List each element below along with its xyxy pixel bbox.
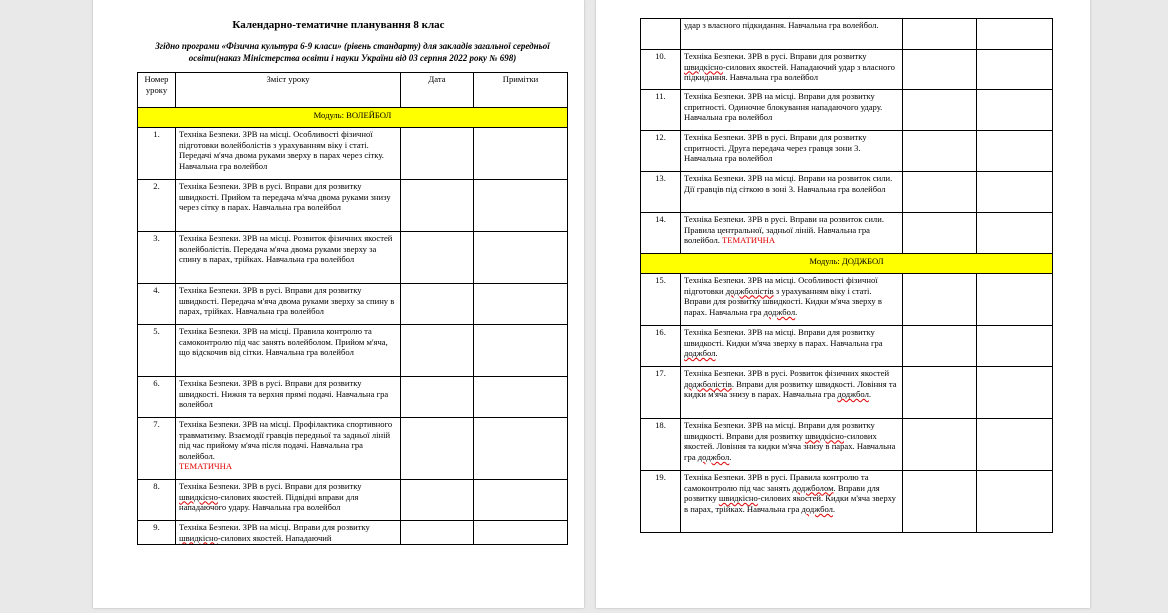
spellcheck-word: швидкісно [684,61,723,72]
table-row [641,19,1053,50]
lesson-date [401,521,474,545]
lesson-number: 13. [641,172,681,213]
lesson-text: . Вправи для розвитку [684,482,880,504]
lesson-notes [977,367,1053,419]
lesson-content [681,274,903,326]
lesson-content [681,50,903,90]
lesson-content [681,213,903,254]
table-row [641,367,1053,419]
lesson-text: Техніка Безпеки. ЗРВ на місці. Профілактика спортивного травматизму. Взаємодії гравців передньої та задньої ліній під час прийому м'яча після подачі. Навчальна гра волейбол. [179,419,393,461]
lesson-text: -силових якостей. Нападаючий [217,532,332,543]
lesson-date [401,325,474,377]
lesson-date [903,19,977,50]
header-notes: Примітки [474,73,568,108]
spellcheck-word: доджболістів [684,378,732,389]
lesson-number: 11. [641,90,681,131]
header-date: Дата [401,73,474,108]
lesson-text: Техніка Безпеки. ЗРВ на місці. Вправи для розвитку швидкості. Кидки м'яча зверху в парах. Навчальна гра [684,327,883,348]
lesson-text: Техніка Безпеки. ЗРВ на місці. Особливості фізичної підготовки [684,275,878,296]
lesson-text: Техніка Безпеки. ЗРВ в русі. Правила контролю та самоконтролю під час занять [684,472,869,493]
module-row-dodgeball [641,254,1053,274]
table-row [138,284,568,325]
module-dodgeball-label: Модуль: ДОДЖБОЛ [641,254,1053,274]
lesson-number: 17. [641,367,681,419]
spellcheck-word: доджбол [837,389,869,400]
lesson-notes [474,377,568,418]
lesson-number: 9. [138,521,176,545]
lesson-number: 16. [641,326,681,367]
lesson-content [681,471,903,533]
table-row [138,180,568,232]
lesson-content: Техніка Безпеки. ЗРВ в русі. Вправи для розвитку швидкості. Прийом та передача м'яча двома руками знизу через сітку в парах. Навчальна гра волейбол [176,180,401,232]
spellcheck-word: доджболістів [725,285,774,296]
thematic-label: ТЕМАТИЧНА [179,461,233,472]
lesson-number: 2. [138,180,176,232]
lesson-text: Техніка Безпеки. ЗРВ в русі. Вправи для розвитку [179,481,362,491]
module-row-volleyball [138,108,568,128]
lesson-number: 18. [641,419,681,471]
header-content: Зміст уроку [176,73,401,108]
lesson-number: 6. [138,377,176,418]
table-row [138,377,568,418]
lesson-plan-table [137,72,568,545]
lesson-notes [977,131,1053,172]
lesson-content: Техніка Безпеки. ЗРВ на місці. Розвиток фізичних якостей волейболістів. Передача м'яча двома руками зверху за спину в парах, трійках. Навчальна гра волейбол [176,232,401,284]
table-row [641,419,1053,471]
lesson-date [903,274,977,326]
lesson-date [401,284,474,325]
spellcheck-word: доджбол [684,348,716,359]
lesson-notes [977,90,1053,131]
lesson-number: 19. [641,471,681,533]
lesson-text: -силових якостей. Ловіння та кидки м'яча знизу в парах. Навчальна гра [684,430,896,462]
lesson-notes [977,19,1053,50]
table-row [641,50,1053,90]
lesson-date [903,90,977,131]
lesson-notes [474,325,568,377]
table-row [138,521,568,545]
lesson-notes [474,418,568,480]
lesson-notes [977,419,1053,471]
table-row [641,471,1053,533]
lesson-text: Техніка Безпеки. ЗРВ в русі. Вправи на розвиток сили. Правила центральної, задньої ліній. Навчальна гра волейбол. [684,214,884,246]
spellcheck-word: швидкісно [179,532,218,543]
lesson-number [641,19,681,50]
lesson-content [681,367,903,419]
lesson-notes [474,128,568,180]
lesson-date [903,471,977,533]
lesson-notes [474,480,568,521]
document-page-left [93,0,584,608]
lesson-number: 4. [138,284,176,325]
lesson-date [903,419,977,471]
lesson-text: Техніка Безпеки. ЗРВ в русі. Вправи для розвитку [684,51,867,61]
lesson-number: 10. [641,50,681,90]
header-number: Номер уроку [138,73,176,108]
lesson-text: Техніка Безпеки. ЗРВ в русі. Розвиток фізичних якостей [684,368,890,378]
lesson-number: 5. [138,325,176,377]
lesson-text: . [832,503,836,514]
lesson-content: Техніка Безпеки. ЗРВ на місці. Вправи на розвиток сили. Дії гравців під сіткою в зоні 3. Навчальна гра волейбол [681,172,903,213]
lesson-number: 15. [641,274,681,326]
table-row [641,213,1053,254]
lesson-number: 8. [138,480,176,521]
lesson-content: Техніка Безпеки. ЗРВ на місці. Вправи для розвитку спритності. Одиночне блокування нападаючого удару. Навчальна гра волейбол [681,90,903,131]
document-title: Календарно-тематичне планування 8 клас [232,19,445,31]
lesson-text: . [868,389,872,400]
lesson-text: -силових якостей. Нападаючий удар з власного підкидання. Навчальна гра волейбол [684,61,895,83]
spellcheck-word: доджбол [763,306,796,317]
table-row [138,232,568,284]
lesson-notes [474,232,568,284]
spellcheck-word: швидкісно [179,491,218,502]
lesson-notes [977,172,1053,213]
table-row [641,172,1053,213]
lesson-date [401,232,474,284]
lesson-text: Техніка Безпеки. ЗРВ на місці. Вправи для розвитку [179,522,370,532]
lesson-text: . Вправи для розвитку швидкості. Ловіння та кидки м'яча знизу в парах. Навчальна гра [684,378,897,400]
lesson-date [903,213,977,254]
table-row [138,325,568,377]
table-row [138,480,568,521]
lesson-content: Техніка Безпеки. ЗРВ в русі. Вправи для розвитку швидкості. Нижня та верхня прямі подачі. Навчальна гра волейбол [176,377,401,418]
lesson-content: Техніка Безпеки. ЗРВ в русі. Вправи для розвитку швидкості. Передача м'яча двома руками зверху за спину в парах, трійках. Навчальна гра волейбол [176,284,401,325]
lesson-notes [977,50,1053,90]
lesson-date [401,418,474,480]
lesson-date [903,326,977,367]
lesson-content [681,326,903,367]
lesson-notes [977,326,1053,367]
lesson-date [401,480,474,521]
lesson-notes [474,180,568,232]
table-row [138,418,568,480]
table-header-row [138,73,568,108]
lesson-text: -силових якостей. Підвідні вправи для нападаючого удару. Навчальна гра волейбол [179,491,359,513]
lesson-plan-table-continued [640,18,1053,533]
lesson-number: 3. [138,232,176,284]
lesson-notes [474,521,568,545]
lesson-text: . [795,306,798,317]
lesson-date [401,377,474,418]
lesson-number: 1. [138,128,176,180]
document-subtitle: Згідно програми «Фізична культура 6-9 класи» (рівень стандарту) для закладів загальної середньої освіти(наказ Міністерства освіти і науки України від 03 серпня 2022 року № 698) [155,41,550,63]
lesson-content: Техніка Безпеки. ЗРВ на місці. Правила контролю та самоконтролю під час занять волейболом. Прийом м'яча, що відскочив від сітки. Навчальна гра волейбол [176,325,401,377]
lesson-content [176,521,401,545]
lesson-text: . [729,451,732,462]
lesson-content: Техніка Безпеки. ЗРВ в русі. Вправи для розвитку спритності. Друга передача через гравця зони 3. Навчальна гра волейбол [681,131,903,172]
lesson-text: -силових якостей. Кидки м'яча зверху в парах, трійках. Навчальна гра [684,493,896,514]
lesson-notes [977,274,1053,326]
spellcheck-word: доджбол [697,451,730,462]
lesson-date [401,128,474,180]
lesson-date [903,131,977,172]
lesson-date [903,367,977,419]
lesson-content [681,419,903,471]
lesson-number: 14. [641,213,681,254]
table-row [641,131,1053,172]
lesson-number: 7. [138,418,176,480]
thematic-label: ТЕМАТИЧНА [722,235,776,246]
lesson-notes [977,213,1053,254]
lesson-content [176,418,401,480]
lesson-content [176,480,401,521]
table-row [641,90,1053,131]
lesson-date [401,180,474,232]
lesson-date [903,50,977,90]
spellcheck-word: доджбол [801,503,833,514]
spellcheck-word: швидкісно [718,493,758,504]
document-page-right [596,0,1090,608]
lesson-number: 12. [641,131,681,172]
lesson-content: удар з власного підкидання. Навчальна гра волейбол. [681,19,903,50]
module-volleyball-label: Модуль: ВОЛЕЙБОЛ [138,108,568,128]
lesson-notes [474,284,568,325]
table-row [641,326,1053,367]
lesson-notes [977,471,1053,533]
lesson-content: Техніка Безпеки. ЗРВ на місці. Особливості фізичної підготовки волейболістів з урахуванням віку і статі. Передачі м'яча двома руками зверху в парах через сітку. Навчальна гра волейбол [176,128,401,180]
lesson-date [903,172,977,213]
lesson-text: Техніка Безпеки. ЗРВ на місці. Вправи для розвитку швидкості. Вправи для розвитку [684,420,875,441]
lesson-text: з урахуванням віку і статі. Вправи для розвитку швидкості. Кидки м'яча зверху в парах. Навчальна гра [684,285,882,317]
table-row [138,128,568,180]
table-row [641,274,1053,326]
lesson-text: . [715,348,718,359]
spellcheck-word: доджболом [792,482,834,493]
spellcheck-word: швидкісно [805,430,844,441]
